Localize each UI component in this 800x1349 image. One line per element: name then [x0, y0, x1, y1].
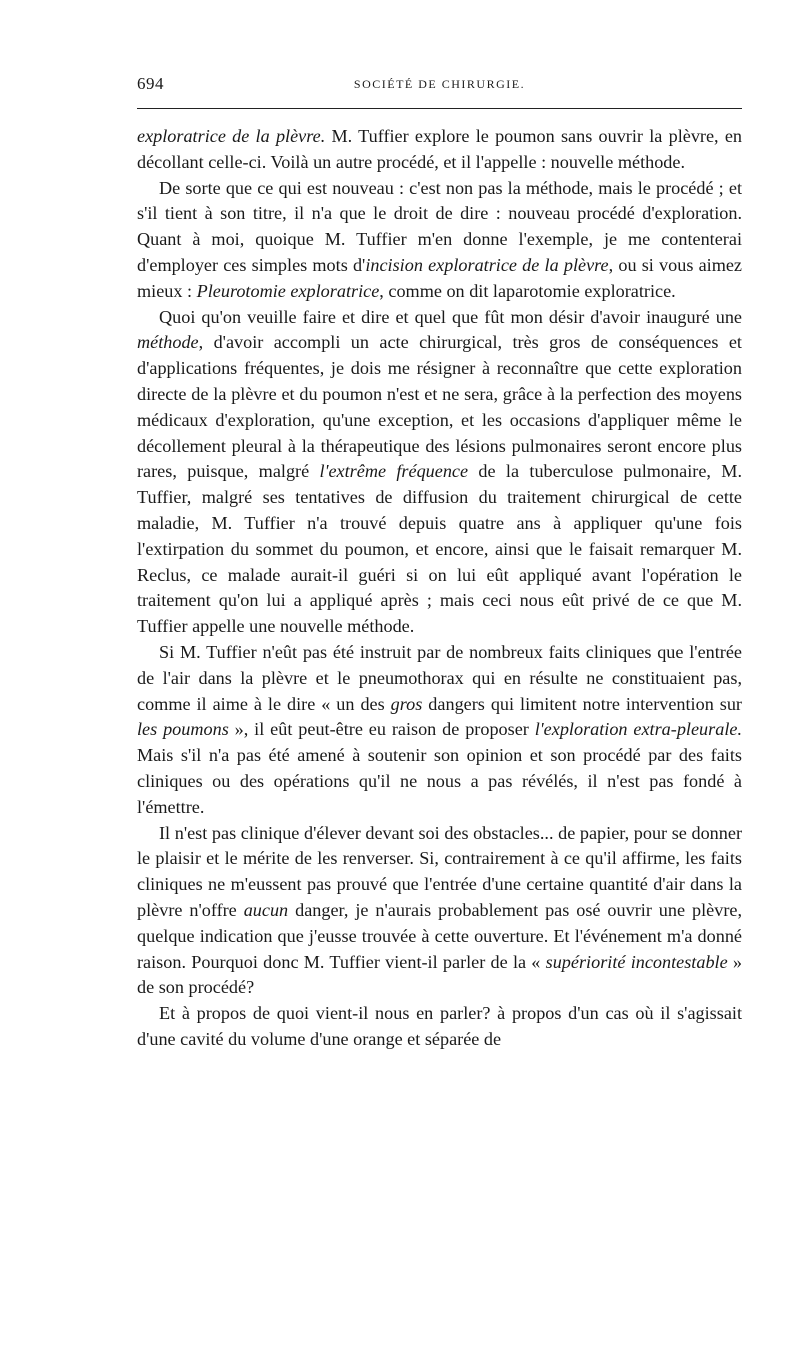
- text-run: Il n'est pas clinique d'élever devant soi des obstacles... de papier, pour se donner le plaisir et le mérite de les renverser. Si, contrairement à ce qu'il affirme, les faits cliniques ne m'eussent pas prouvé que l'entrée d'une certaine quantité d'air dans la plèvre n'offre: [137, 822, 742, 920]
- text-run: », il eût peut-être eu raison de proposer: [228, 719, 535, 740]
- paragraph: [137, 176, 742, 305]
- italic-text: l'exploration extra-pleurale.: [534, 719, 742, 740]
- page-number: 694: [137, 74, 164, 93]
- text-run: Et à propos de quoi vient-il nous en parler? à propos d'un cas où il s'agissait d'une cavité du volume d'une orange et séparée de: [137, 1003, 742, 1049]
- italic-text: Pleurotomie exploratrice: [196, 280, 380, 301]
- paragraph: [137, 821, 742, 1002]
- text-run: dangers qui limitent notre intervention sur: [422, 693, 742, 714]
- body-text: [137, 124, 742, 1053]
- text-run: danger, je n'aurais probablement pas osé ouvrir une plèvre, quelque indication que j'eusse trouvée à cette ouverture. Et l'événement m'a donné raison. Pourquoi donc M. Tuffier vient-il parler de la «: [137, 899, 742, 972]
- header-rule: [137, 108, 742, 109]
- text-run: Si M. Tuffier n'eût pas été instruit par de nombreux faits cliniques que l'entrée de l'air dans la plèvre et le pneumothorax qui en résulte ne constituaient pas, comme il aime à le dire « un des: [137, 641, 742, 714]
- page-header: [137, 74, 742, 98]
- paragraph: [137, 124, 742, 176]
- paragraph: [137, 305, 742, 640]
- text-run: , comme on dit laparotomie exploratrice.: [379, 280, 676, 301]
- text-run: Quoi qu'on veuille faire et dire et quel que fût mon désir d'avoir inauguré une: [159, 306, 742, 327]
- text-run: Mais s'il n'a pas été amené à soutenir son opinion et son procédé par des faits cliniques ou des opérations qu'il ne nous a pas révélés, il n'est pas fondé à l'émettre.: [137, 745, 742, 817]
- italic-text: aucun: [243, 899, 289, 920]
- running-head: SOCIÉTÉ DE CHIRURGIE.: [353, 77, 526, 91]
- italic-text: supériorité incontestable: [545, 951, 728, 972]
- paragraph: [137, 1001, 742, 1053]
- italic-text: incision exploratrice de la plèvre: [365, 254, 609, 275]
- text-run: , ou si vous aimez mieux :: [137, 254, 742, 301]
- italic-text: méthode: [137, 332, 199, 353]
- text-run: M. Tuffier explore le poumon sans ouvrir la plèvre, en décollant celle-ci. Voilà un autre procédé, et il l'appelle : nouvelle méthode.: [137, 126, 743, 172]
- text-run: de la tuberculose pulmonaire, M. Tuffier, malgré ses tentatives de diffusion du traitement chirurgical de cette maladie, M. Tuffier n'a trouvé depuis quatre ans à appliquer qu'une fois l'extirpation du sommet du poumon, et encore, ainsi que le faisait remarquer M. Reclus, ce malade aurait-il guéri si on lui eût appliqué avant l'opération le traitement qu'on lui a appliqué après ; mais ceci nous eût privé de ce que M. Tuffier appelle une nouvelle méthode.: [137, 461, 742, 637]
- italic-text: exploratrice de la plèvre.: [137, 126, 326, 146]
- text-run: » de son procédé?: [137, 951, 743, 998]
- text-run: De sorte que ce qui est nouveau : c'est non pas la méthode, mais le procédé ; et s'il tient à son titre, il n'a que le droit de dire : nouveau procédé d'exploration. Quant à moi, quoique M. Tuffier m'en donne l'exemple, je me contenterai d'employer ces simples mots d': [137, 177, 742, 275]
- italic-text: l'extrême fréquence: [319, 461, 469, 482]
- italic-text: les poumons: [137, 719, 229, 740]
- paragraph: [137, 640, 742, 821]
- italic-text: gros: [390, 693, 423, 714]
- text-run: , d'avoir accompli un acte chirurgical, très gros de conséquences et d'applications fréquentes, je dois me résigner à reconnaître que cette exploration directe de la plèvre et du poumon n'est et ne sera, grâce à la perfection des moyens médicaux d'exploration, qu'une exception, et les occasions d'appliquer même le décollement pleural à la thérapeutique des lésions pulmonaires seront encore plus rares, puisque, malgré: [137, 332, 742, 482]
